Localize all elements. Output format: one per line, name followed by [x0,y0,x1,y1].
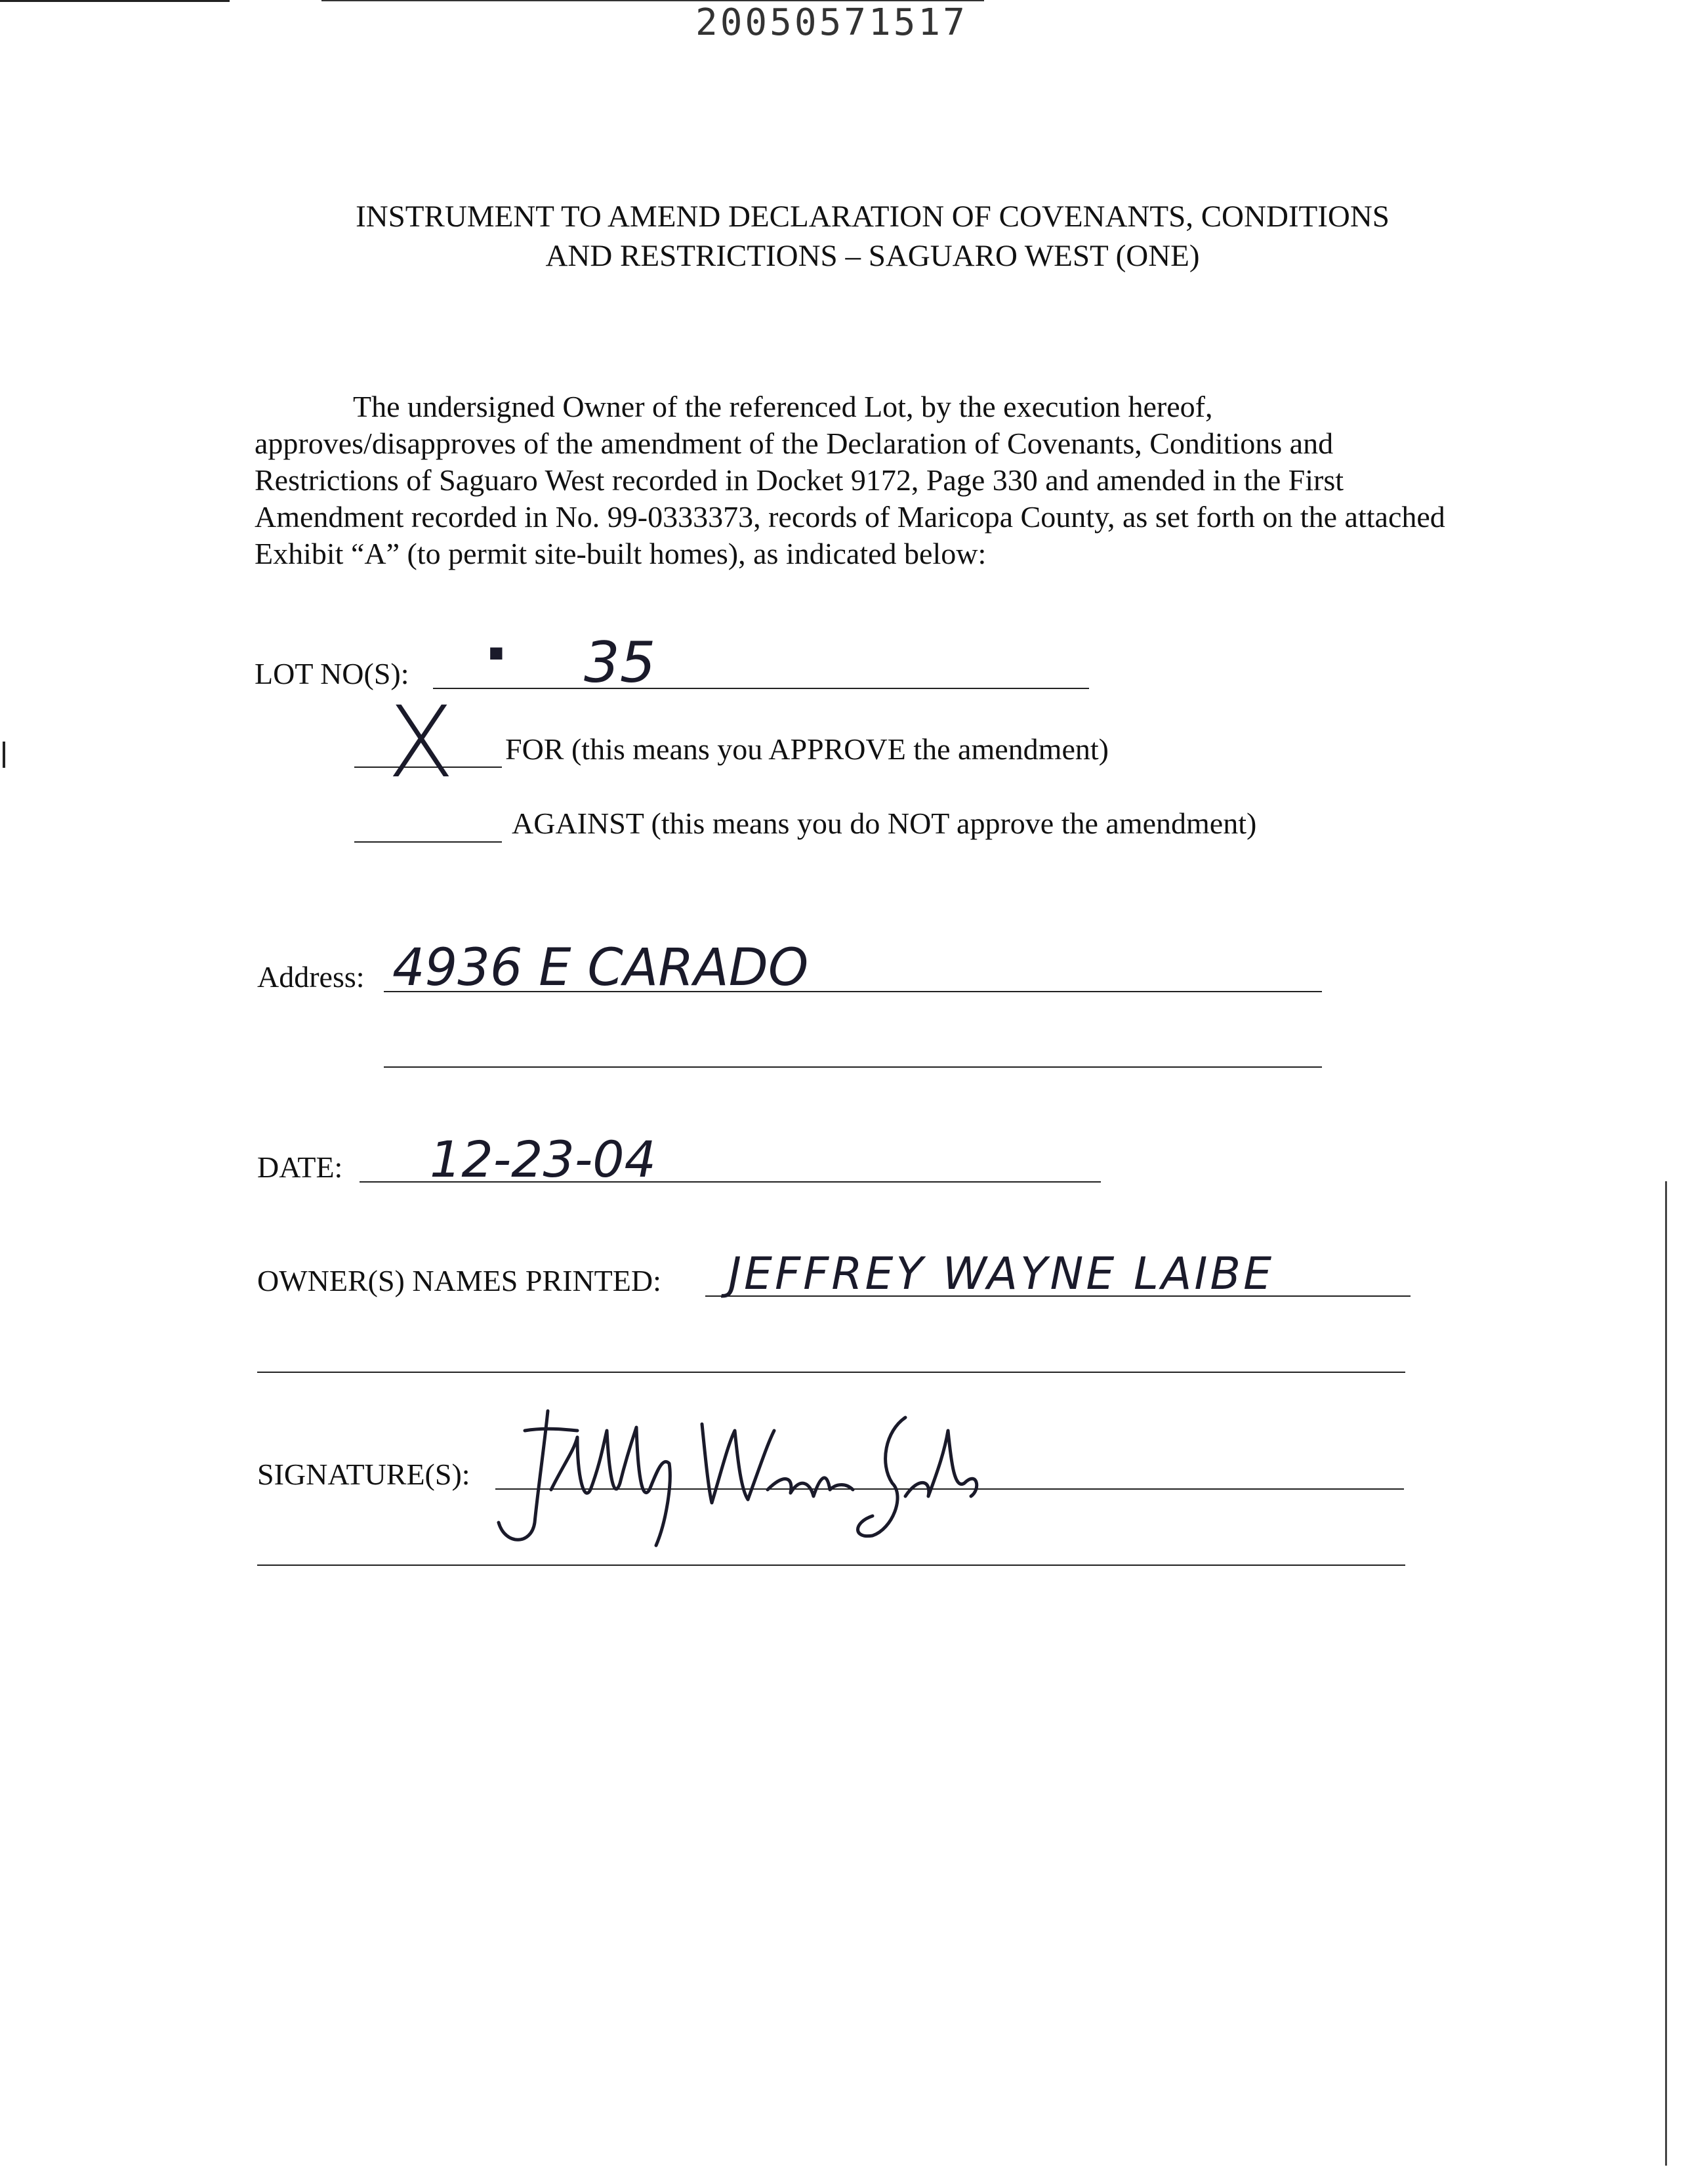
scan-edge-mark [1665,1181,1667,2166]
for-label: FOR (this means you APPROVE the amendment) [505,732,1109,766]
lot-value[interactable]: 35 [584,630,656,696]
owner-second-line[interactable] [257,1372,1405,1373]
signature-image[interactable] [485,1391,1010,1555]
date-value[interactable]: 12-23-04 [430,1130,656,1188]
for-mark[interactable]: X [387,686,455,800]
owner-label: OWNER(S) NAMES PRINTED: [257,1264,661,1297]
signature-label: SIGNATURE(S): [257,1458,470,1491]
title-line-2: AND RESTRICTIONS – SAGUARO WEST (ONE) [545,239,1200,273]
title-line-1: INSTRUMENT TO AMEND DECLARATION OF COVENANTS, CONDITIONS [356,200,1390,234]
lot-label: LOT NO(S): [255,657,409,690]
signature-second-line[interactable] [257,1564,1405,1566]
scan-edge-mark [0,0,230,2]
date-label: DATE: [257,1150,343,1184]
address-value[interactable]: 4936 E CARADO [392,938,809,998]
lot-scribble: ■ [489,643,504,662]
scan-edge-mark [3,742,5,768]
address-label: Address: [257,960,365,994]
against-label: AGAINST (this means you do NOT approve the amendment) [512,807,1257,840]
address-second-line[interactable] [384,1066,1322,1068]
document-title [249,197,1496,276]
body-paragraph [255,388,1449,572]
lot-field-line [433,688,1089,689]
body-text: The undersigned Owner of the referenced Lot, by the execution hereof, approves/disapproves of the amendment of the Declaration of Covenants, Conditions and Restrictions of Saguaro West recorded in Docket 9172, Page 330 and amended in the First Amendment recorded in No. 99-0333373, records of Maricopa County, as set forth on the attached Exhibit “A” (to permit site-built homes), as indicated below: [255,390,1445,570]
owner-value[interactable]: JEFFREY WAYNE LAIBE [728,1248,1275,1300]
against-field-line[interactable] [354,841,502,843]
document-number: 20050571517 [695,1,968,44]
